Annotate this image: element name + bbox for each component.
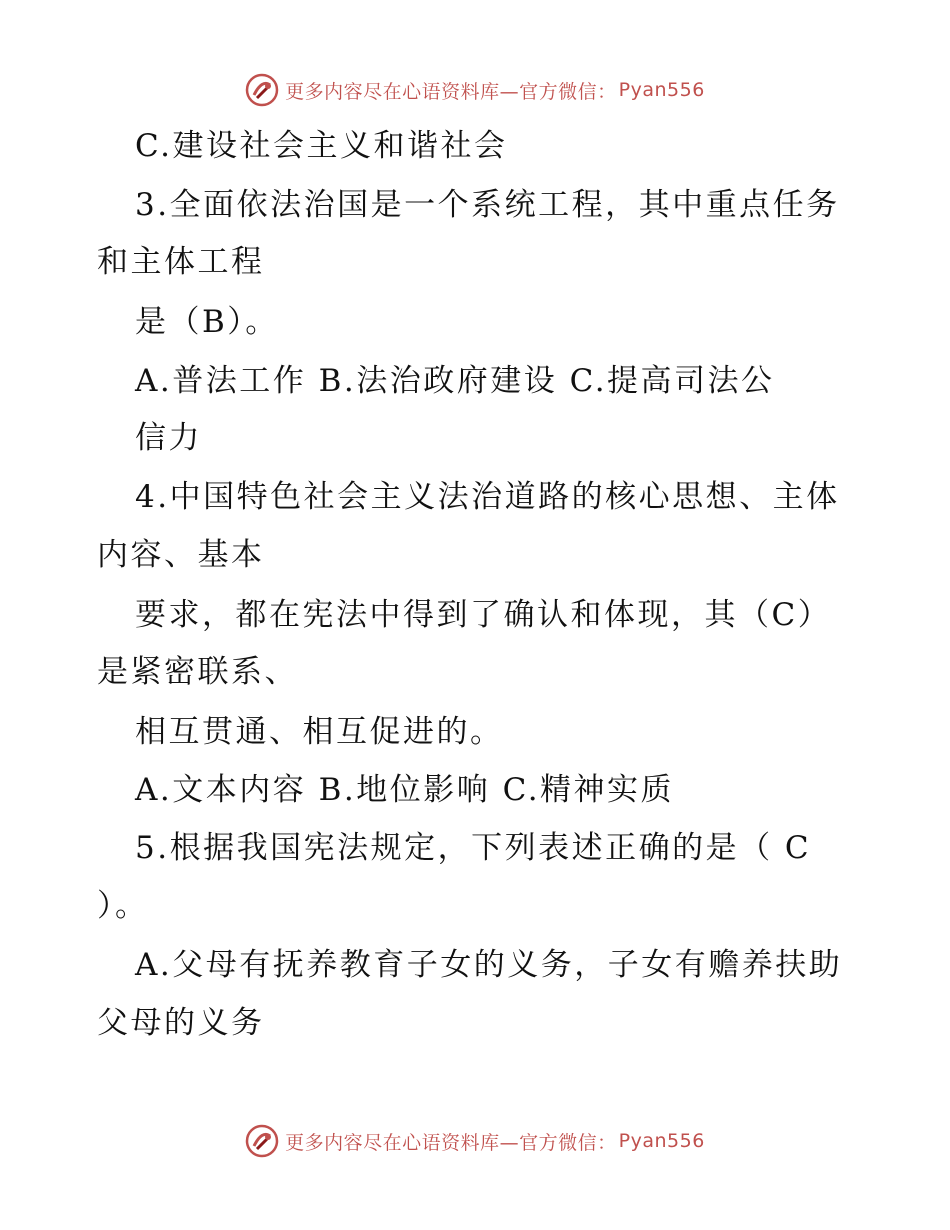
- logo-icon: [245, 73, 279, 107]
- header-watermark-banner: [0, 73, 950, 107]
- text-line: 4.中国特色社会主义法治道路的核心思想、主体: [135, 479, 840, 515]
- text-line: ）。: [97, 888, 149, 924]
- text-line: 5.根据我国宪法规定，下列表述正确的是（ C: [135, 830, 812, 866]
- footer-watermark-banner: [0, 1124, 950, 1158]
- text-line: 是（B）。: [135, 304, 279, 340]
- footer-watermark-wechat: Pyan556: [618, 1130, 705, 1152]
- text-line: 是紧密联系、: [97, 654, 298, 690]
- text-line: A.普法工作 B.法治政府建设 C.提高司法公: [135, 363, 775, 399]
- text-line: 和主体工程: [97, 244, 265, 280]
- text-line: 信力: [135, 420, 202, 456]
- header-watermark-wechat: Pyan556: [618, 79, 705, 101]
- text-line: 要求，都在宪法中得到了确认和体现，其（C）: [135, 597, 832, 633]
- logo-icon: [245, 1124, 279, 1158]
- text-line: C.建设社会主义和谐社会: [135, 128, 508, 164]
- header-watermark-text: 更多内容尽在心语资料库—官方微信：: [285, 80, 617, 103]
- text-line: 3.全面依法治国是一个系统工程，其中重点任务: [135, 187, 840, 223]
- footer-watermark-text: 更多内容尽在心语资料库—官方微信：: [285, 1131, 617, 1154]
- text-line: A.父母有抚养教育子女的义务，子女有赡养扶助: [135, 947, 843, 983]
- text-line: 相互贯通、相互促进的。: [135, 714, 504, 750]
- text-line: A.文本内容 B.地位影响 C.精神实质: [135, 772, 675, 808]
- text-line: 父母的义务: [97, 1005, 265, 1041]
- text-line: 内容、基本: [97, 537, 265, 573]
